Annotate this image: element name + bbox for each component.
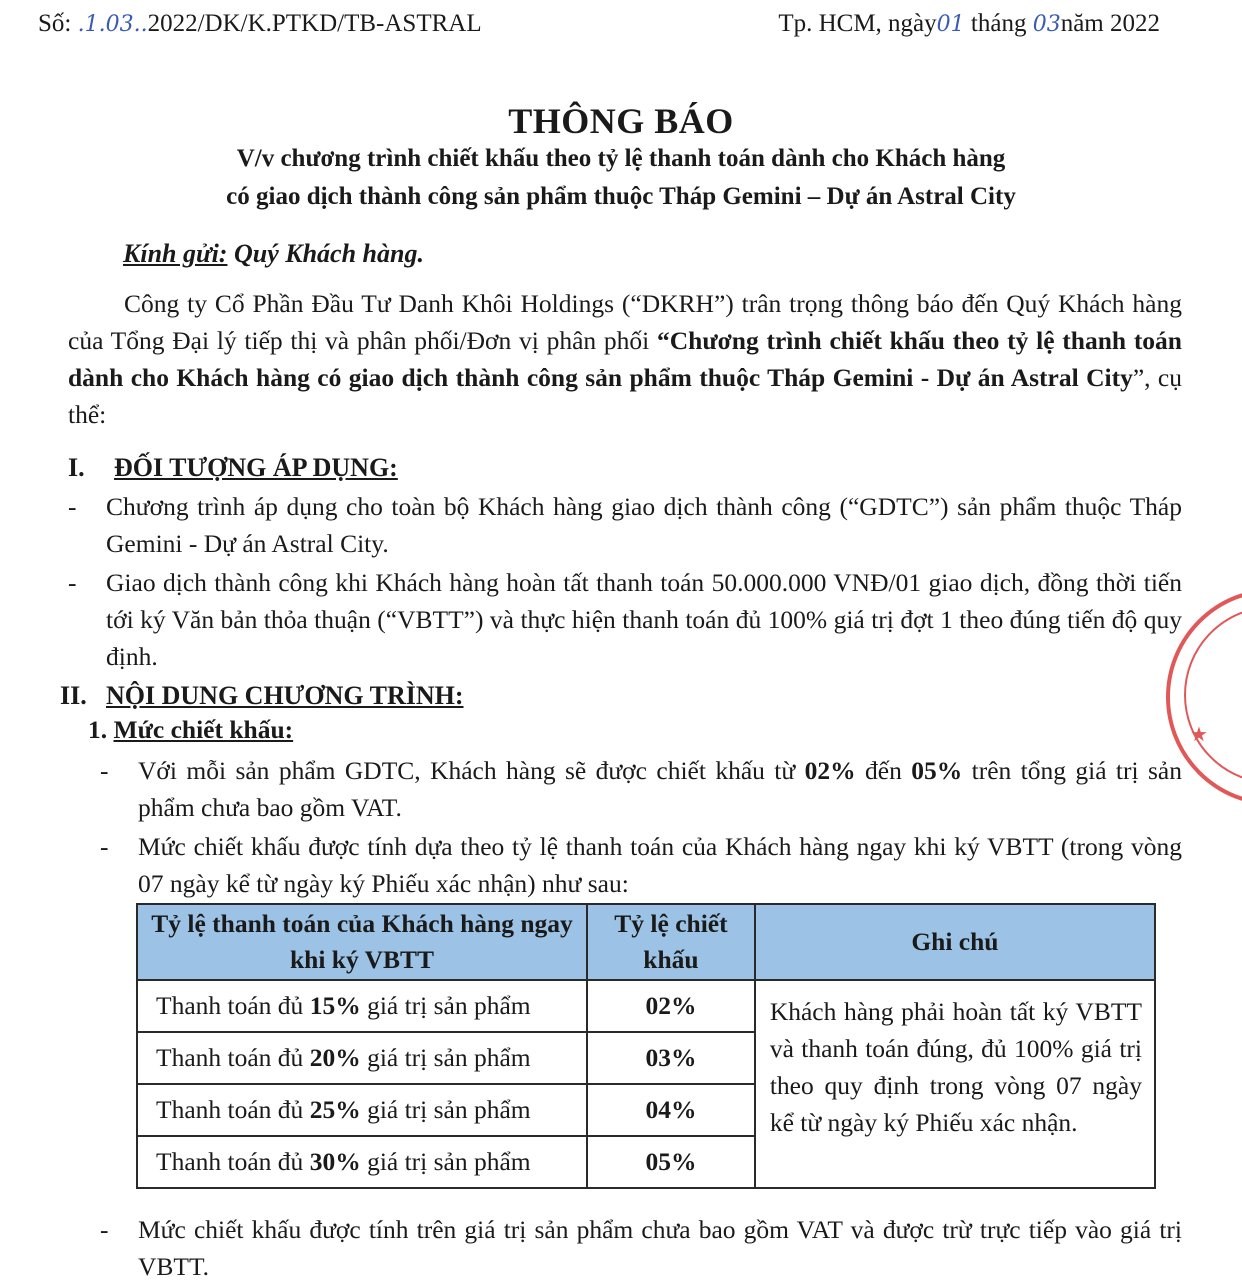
list-item xyxy=(100,752,1182,826)
list-item xyxy=(100,828,1182,902)
intro-paragraph xyxy=(68,285,1182,433)
intro-closing: ”, cụ thể: xyxy=(68,363,1182,429)
cell-text: giá trị sản phẩm xyxy=(360,1095,531,1124)
greeting xyxy=(123,239,424,269)
payment-ratio-cell xyxy=(137,980,587,1032)
cell-text: giá trị sản phẩm xyxy=(360,1147,531,1176)
cell-text: Thanh toán đủ xyxy=(156,1095,310,1124)
bullet-dash: - xyxy=(68,568,77,597)
section-2-number: II. xyxy=(60,681,87,710)
bullet-dash: - xyxy=(100,756,109,785)
column-header-payment-ratio: Tỷ lệ thanh toán của Khách hàng ngay khi ký VBTT xyxy=(137,904,587,980)
date-month-label: tháng xyxy=(970,10,1027,37)
discount-rate-cell: 02% xyxy=(587,980,755,1032)
subsection-title: Mức chiết khấu: xyxy=(113,715,294,744)
greeting-label: Kính gửi: xyxy=(123,239,228,268)
section-2-heading xyxy=(60,681,464,711)
payment-ratio-cell xyxy=(137,1136,587,1188)
list-item-text: Giao dịch thành công khi Khách hàng hoàn tất thanh toán 50.000.000 VNĐ/01 giao dịch, đồng thời tiến tới ký Văn bản thỏa thuận (“VBTT”) và thực hiện thanh toán đủ 100% giá trị đợt 1 theo đúng tiến độ quy định. xyxy=(106,568,1182,671)
list-item xyxy=(68,564,1182,675)
intro-text: Công ty Cổ Phần Đầu Tư Danh Khôi Holdings (“DKRH”) trân trọng thông báo đến Quý Khách hàng của Tổng Đại lý tiếp thị và phân phối/Đơn vị phân phối xyxy=(68,289,1182,355)
program-name: “Chương trình chiết khấu theo tỷ lệ thanh toán dành cho Khách hàng có giao dịch thành công sản phẩm thuộc Tháp Gemini - Dự án Astral City xyxy=(68,326,1182,392)
section-1-number: I. xyxy=(68,453,85,482)
document-subtitle-line2: có giao dịch thành công sản phẩm thuộc Tháp Gemini – Dự án Astral City xyxy=(226,183,1016,210)
document-title: THÔNG BÁO xyxy=(508,101,734,141)
section-1-title: ĐỐI TƯỢNG ÁP DỤNG: xyxy=(114,453,398,482)
date-day: 01 xyxy=(936,12,965,37)
list-item-text: Mức chiết khấu được tính trên giá trị sản phẩm chưa bao gồm VAT và được trừ trực tiếp vào giá trị VBTT. xyxy=(138,1215,1182,1281)
payment-percent: 20% xyxy=(309,1043,361,1072)
discount-table xyxy=(136,903,1156,1189)
text-segment: trên tổng giá trị sản phẩm chưa bao gồm VAT. xyxy=(138,756,1182,822)
discount-rate-cell: 04% xyxy=(587,1084,755,1136)
payment-ratio-cell xyxy=(137,1084,587,1136)
bullet-dash: - xyxy=(68,492,77,521)
subsection-number: 1. xyxy=(88,715,108,744)
bullet-dash: - xyxy=(100,832,109,861)
issue-date xyxy=(778,10,1160,38)
star-icon: ★ xyxy=(1190,724,1208,746)
bullet-dash: - xyxy=(100,1215,109,1244)
cell-text: giá trị sản phẩm xyxy=(360,991,531,1020)
section-2-title: NỘI DUNG CHƯƠNG TRÌNH: xyxy=(106,681,464,710)
document-subtitle-line1: V/v chương trình chiết khấu theo tỷ lệ thanh toán dành cho Khách hàng xyxy=(236,145,1006,172)
discount-rate-cell: 05% xyxy=(587,1136,755,1188)
payment-percent: 25% xyxy=(309,1095,361,1124)
date-year: năm 2022 xyxy=(1060,10,1160,37)
cell-text: giá trị sản phẩm xyxy=(360,1043,531,1072)
text-segment: Với mỗi sản phẩm GDTC, Khách hàng sẽ được chiết khấu từ xyxy=(138,756,805,785)
min-discount: 02% xyxy=(804,756,856,785)
text-segment: đến xyxy=(855,756,912,785)
date-month: 03 xyxy=(1032,12,1061,37)
list-item-text: Chương trình áp dụng cho toàn bộ Khách hàng giao dịch thành công (“GDTC”) sản phẩm thuộc Tháp Gemini - Dự án Astral City. xyxy=(106,492,1182,558)
max-discount: 05% xyxy=(911,756,963,785)
ref-prefix: Số: xyxy=(38,10,72,37)
payment-percent: 30% xyxy=(309,1147,361,1176)
date-prefix: Tp. HCM, ngày xyxy=(778,10,937,37)
table-row xyxy=(137,980,1155,1032)
ref-suffix: 2022/DK/K.PTKD/TB-ASTRAL xyxy=(147,10,482,37)
cell-text: Thanh toán đủ xyxy=(156,991,310,1020)
payment-percent: 15% xyxy=(309,991,361,1020)
payment-ratio-cell xyxy=(137,1032,587,1084)
column-header-discount-rate: Tỷ lệ chiết khấu xyxy=(587,904,755,980)
list-item xyxy=(100,1211,1182,1285)
cell-text: Thanh toán đủ xyxy=(156,1043,310,1072)
discount-rate-cell: 03% xyxy=(587,1032,755,1084)
column-header-note: Ghi chú xyxy=(755,904,1155,980)
greeting-recipient: Quý Khách hàng. xyxy=(227,239,424,268)
cell-text: Thanh toán đủ xyxy=(156,1147,310,1176)
ref-handwritten-number: .1.03.. xyxy=(77,12,148,37)
reference-number xyxy=(38,10,482,38)
list-item xyxy=(68,488,1182,562)
list-item-text: Mức chiết khấu được tính dựa theo tỷ lệ thanh toán của Khách hàng ngay khi ký VBTT (trong vòng 07 ngày kể từ ngày ký Phiếu xác nhận) như sau: xyxy=(138,832,1182,898)
subsection-1-heading xyxy=(88,715,293,745)
section-1-heading xyxy=(68,453,398,483)
seal-inner-ring xyxy=(1184,606,1242,784)
note-cell: Khách hàng phải hoàn tất ký VBTT và thanh toán đúng, đủ 100% giá trị theo quy định trong vòng 07 ngày kể từ ngày ký Phiếu xác nhận. xyxy=(755,980,1155,1188)
table-header-row xyxy=(137,904,1155,980)
